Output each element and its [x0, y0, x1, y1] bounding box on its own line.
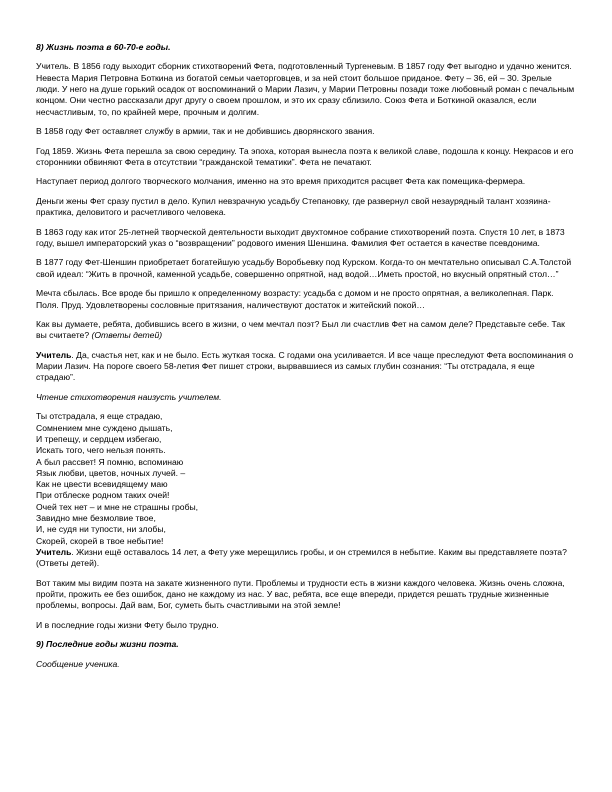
question-text: Как вы думаете, ребята, добившись всего в жизни, о чем мечтал поэт? Был ли счастлив Фет на самом деле? Представьте себе. Так вы считаете? — [36, 319, 565, 341]
poem-line: Язык любви, цветов, ночных лучей. – — [36, 467, 186, 478]
poem-line: И трепещу, и сердцем избегаю, — [36, 433, 162, 444]
teacher-text: . Да, счастья нет, как и не было. Есть жуткая тоска. С годами она усиливается. И все чаще преследуют Фета воспоминания о Марии Лазич. На пороге своего 58-летия Фет пишет строки, вырвавшиеся из самых глубин сознания: “Ты отстрадала, я еще страдаю”. — [36, 349, 574, 383]
paragraph-12: Вот таким мы видим поэта на закате жизненного пути. Проблемы и трудности есть в жизни каждого человека. Жизнь очень сложна, пройти, прожить ее без ошибок, дано не каждому из нас. У вас, ребята, все еще впереди, придется решать трудные жизненные проблемы, вопросы. Дай вам, Бог, суметь быть счастливыми на этой земле! — [36, 577, 565, 611]
poem-line: Ты отстрадала, я еще страдаю, — [36, 411, 163, 422]
poem-line: Очей тех нет – и мне не страшны гробы, — [36, 501, 199, 512]
paragraph-9 — [36, 319, 576, 342]
poem-line: Завидно мне безмолвие твое, — [36, 513, 156, 524]
paragraph-5: Деньги жены Фет сразу пустил в дело. Купил невзрачную усадьбу Степановку, где развернул свой незаурядный талант хозяина-практика, деловитого и расчетливого человека. — [36, 195, 551, 218]
paragraph-13: И в последние годы жизни Фету было трудно. — [36, 619, 219, 630]
reading-note: Чтение стихотворения наизусть учителем. — [36, 391, 222, 402]
paragraph-11 — [36, 547, 576, 570]
answers-note: (Ответы детей) — [91, 330, 163, 341]
poem — [36, 411, 576, 547]
poem-line: Сомнением мне суждено дышать, — [36, 422, 173, 433]
paragraph-6: В 1863 году как итог 25-летней творческой деятельности выходит двухтомное собрание стихотворений поэта. Спустя 10 лет, в 1873 году, вышел императорский указ о “возвращении” родового имения Шеншина. Фамилия Фет остается в качестве псевдонима. — [36, 226, 565, 248]
paragraph-3: Год 1859. Жизнь Фета перешла за свою середину. Та эпоха, которая вынесла поэта к великой славе, подошла к концу. Некрасов и его сторонники обвиняют Фета в отсутствии “гражданской тематики”. Фета не печатают. — [36, 145, 574, 167]
paragraph-4: Наступает период долгого творческого молчания, именно на это время приходится расцвет Фета как помещика-фермера. — [36, 176, 526, 187]
paragraph-2: В 1858 году Фет оставляет службу в армии, так и не добившись дворянского звания. — [36, 126, 375, 137]
paragraph-8: Мечта сбылась. Все вроде бы пришло к определенному возрасту: усадьба с домом и не просто опрятная, а великолепная. Парк. Поля. Пруд. Удовлетворены сословные притязания, наличествуют достаток и житейский покой… — [36, 288, 554, 310]
teacher-label: Учитель — [36, 546, 72, 557]
student-report-note: Сообщение ученика. — [36, 658, 120, 669]
teacher-label: Учитель — [36, 349, 72, 360]
poem-line: А был рассвет! Я помню, вспоминаю — [36, 456, 184, 467]
poem-line: Как не цвести всевидящему маю — [36, 479, 168, 490]
paragraph-10 — [36, 350, 576, 384]
paragraph-7: В 1877 году Фет-Шеншин приобретает богатейшую усадьбу Воробьевку под Курском. Когда-то он мечтательно описывал С.А.Толстой свой идеал: “Жить в прочной, каменной усадьбе, совершенно опрятной, над водой…Иметь простой, но вкусный опрятный стол…” — [36, 257, 572, 279]
paragraph-1: Учитель. В 1856 году выходит сборник стихотворений Фета, подготовленный Тургеневым. В 1857 году Фет выгодно и удачно женится. Невеста Мария Петровна Боткина из богатой семьи чаеторговцев, и за ней стоит большое приданое. Фету – 36, ей – 30. Зрелые люди. У него на душе горький осадок от воспоминаний о Марии Лазич, у Марии Петровны позади тоже любовный роман с печальным концом. Они честно рассказали друг другу о своем прошлом, и это их сразу сблизило. Союз Фета и Боткиной оказался, если несчастливым, то, по крайней мере, прочным и долгим. — [36, 61, 575, 117]
poem-line: И, не судя ни тупости, ни злобы, — [36, 524, 166, 535]
teacher-text: . Жизни ещё оставалось 14 лет, а Фету уже мерещились гробы, и он стремился в небытие. Каким вы представляете поэта? (Ответы детей). — [36, 546, 567, 569]
section-9-heading: 9) Последние годы жизни поэта. — [36, 639, 179, 650]
poem-line: Искать того, чего нельзя понять. — [36, 445, 166, 456]
poem-line: При отблеске родном таких очей! — [36, 490, 170, 501]
poem-line: Скорей, скорей в твое небытие! — [36, 535, 164, 546]
section-8-heading: 8) Жизнь поэта в 60-70-е годы. — [36, 42, 171, 52]
document-page — [36, 42, 576, 678]
